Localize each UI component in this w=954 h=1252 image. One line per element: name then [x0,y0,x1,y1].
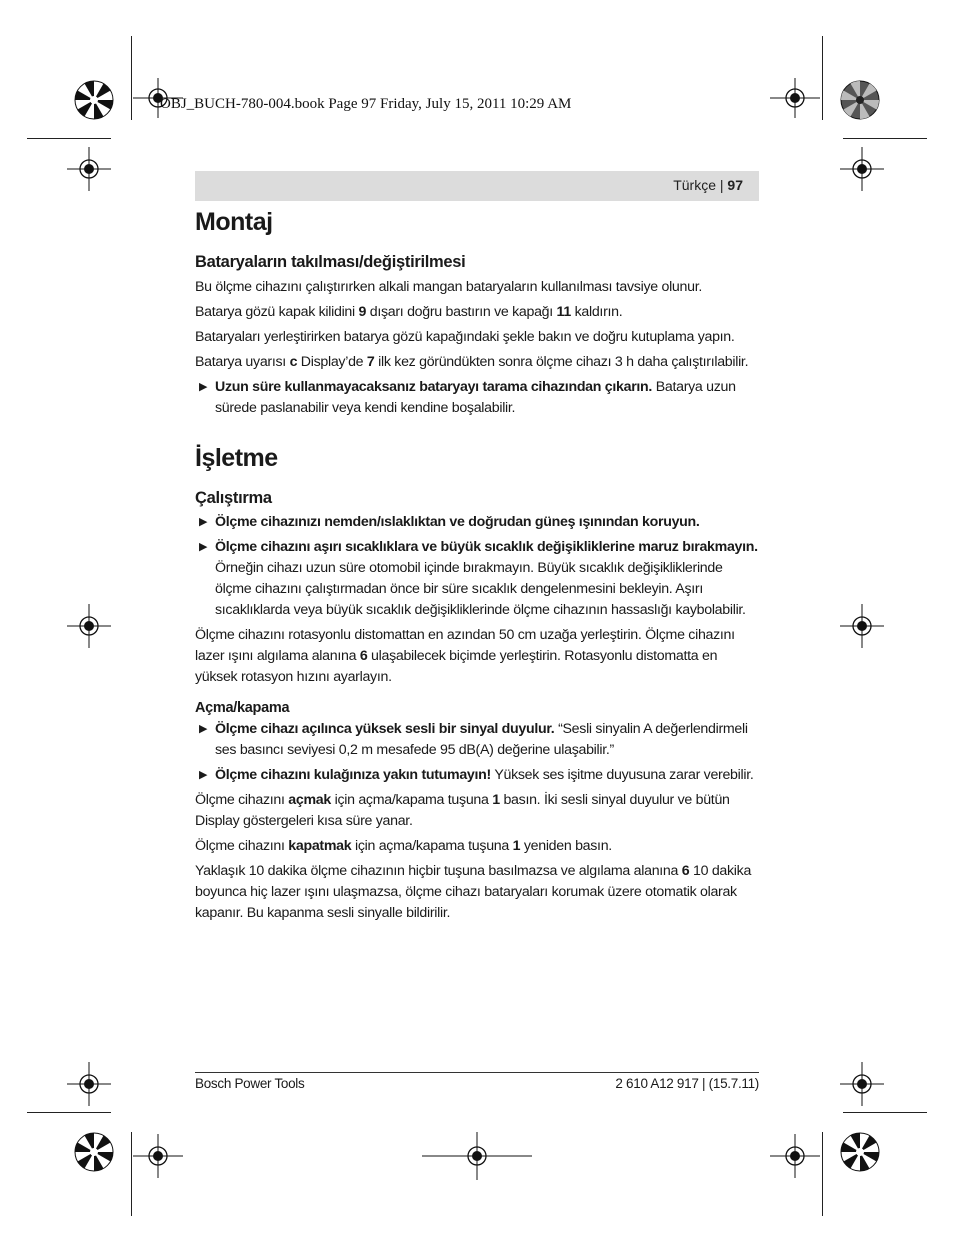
crop-line [131,36,132,120]
paragraph: Bataryaları yerleştirirken batarya gözü kapağındaki şekle bakın ve doğru kutuplama yapın. [195,329,735,345]
paragraph: Ölçme cihazını rotasyonlu distomattan en azından 50 cm uzağa yerleştirin. Ölçme cihazını lazer ışını algılama alanına 6 ulaşabilecek biçimde yerleştirin. Rotasyonlu distomatta en yüksek rotasyon hızını ayarlayın. [195,627,735,685]
registration-mark-icon [67,147,111,191]
registration-mark-icon [840,147,884,191]
page-body [195,205,760,924]
bullet-arrow-icon: ▶ [199,541,208,553]
subsection-title-batteries: Bataryaların takılması/değiştirilmesi [195,253,466,271]
color-wheel-icon [74,1132,114,1172]
crop-line [843,1112,927,1113]
registration-mark-icon [770,1134,820,1178]
crop-line [843,138,927,139]
paragraph: Ölçme cihazını açmak için açma/kapama tuşuna 1 basın. İki sesli sinyal duyulur ve bütün Display göstergeleri kısa süre yanar. [195,792,730,829]
running-header [195,171,759,201]
paragraph: Bu ölçme cihazını çalıştırırken alkali mangan bataryaların kullanılması tavsiye olunur. [195,279,702,295]
registration-mark-icon [840,604,884,648]
bullet-item: ▶ Ölçme cihazı açılınca yüksek sesli bir sinyal duyulur. “Sesli sinyalin A değerlendirmeli ses basıncı seviyesi 0,2 m mesafede 95 dB(A) değerine ulaşabilir.” [199,721,748,758]
paragraph: Batarya uyarısı c Display’de 7 ilk kez göründükten sonra ölçme cihazı 3 h daha çalıştırılabilir. [195,354,749,370]
registration-mark-icon [422,1132,532,1180]
bullet-arrow-icon: ▶ [199,516,208,528]
subsection-title-on-off: Açma/kapama [195,700,290,716]
registration-mark-icon [840,1062,884,1106]
bullet-item: ▶ Ölçme cihazını aşırı sıcaklıklara ve büyük sıcaklık değişikliklerine maruz bırakmayın. Örneğin cihazı uzun süre otomobil içinde bırakmayın. Büyük sıcaklık değişikliklerinde ölçme cihazını çalıştırmadan önce bir süre sıcaklık dengelenmesini bekleyin. Aşırı sıcaklıklarda veya büyük sıcaklık değişikliklerinde ölçme cihazının hassaslığı kaybolabilir. [199,539,758,618]
footer-divider [195,1072,759,1073]
header-text [673,177,743,193]
footer-doc-number: 2 610 A12 917 | (15.7.11) [615,1076,759,1091]
color-wheel-icon [74,80,114,120]
paragraph: Yaklaşık 10 dakika ölçme cihazının hiçbir tuşuna basılmazsa ve algılama alanına 6 10 dakika boyunca hiç lazer ışını ulaşmazsa, ölçme cihazı bataryaları korumak üzere otomatik olarak kapanır. Bu kapanma sesli sinyalle bildirilir. [195,863,752,921]
registration-mark-icon [133,1134,183,1178]
color-wheel-icon [840,80,880,120]
registration-mark-icon [770,78,820,118]
crop-line [822,1132,823,1216]
print-slug-line: OBJ_BUCH-780-004.book Page 97 Friday, July 15, 2011 10:29 AM [160,96,572,112]
bullet-item: ▶ Ölçme cihazını kulağınıza yakın tutumayın! Yüksek ses işitme duyusuna zarar verebilir. [195,765,760,786]
paragraph: Batarya gözü kapak kilidini 9 dışarı doğru bastırın ve kapağı 11 kaldırın. [195,304,623,320]
footer-publisher: Bosch Power Tools [195,1076,305,1091]
subsection-title-operation: Çalıştırma [195,489,272,507]
bullet-item: ▶ Uzun süre kullanmayacaksanız bataryayı tarama cihazından çıkarın. Batarya uzun sürede paslanabilir veya kendi kendine boşalabilir. [199,379,736,416]
crop-line [822,36,823,120]
registration-mark-icon [67,604,111,648]
registration-mark-icon [67,1062,111,1106]
header-language: Türkçe [673,177,716,193]
crop-line [27,1112,111,1113]
header-separator: | [716,177,728,193]
bullet-arrow-icon: ▶ [199,723,208,735]
section-title-isletme: İşletme [195,444,278,472]
section-title-montaj: Montaj [195,208,273,236]
crop-line [27,138,111,139]
paragraph: Ölçme cihazını kapatmak için açma/kapama tuşuna 1 yeniden basın. [195,838,612,854]
bullet-item: ▶ Ölçme cihazınızı nemden/ıslaklıktan ve doğrudan güneş ışınından koruyun. [195,512,760,533]
page-number: 97 [727,177,743,193]
crop-line [131,1132,132,1216]
bullet-arrow-icon: ▶ [199,769,208,781]
color-wheel-icon [840,1132,880,1172]
bullet-arrow-icon: ▶ [199,381,208,393]
